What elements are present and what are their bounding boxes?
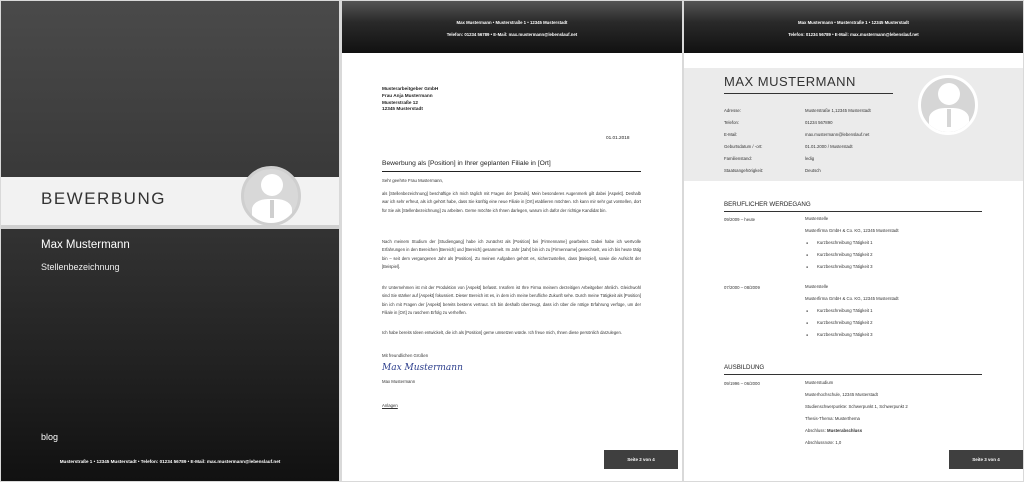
work-bullet: ● Kurzbeschreibung Tätigkeit 2	[805, 321, 985, 333]
work-bullet: ● Kurzbeschreibung Tätigkeit 3	[805, 265, 985, 277]
education-line: Studienschwerpunkte: Schwerpunkt 1, Schwerpunkt 2	[805, 404, 908, 409]
header-contact: Telefon: 01234 56789 • E-Mail: max.mustermann@lebenslauf.net	[788, 32, 919, 37]
education-dates: 09/1996 – 06/2000	[724, 381, 760, 386]
cover-page	[1, 1, 339, 481]
work-role: Musterstelle	[805, 216, 829, 221]
work-company: Musterfirma GmbH & Co. KG, 12345 Musterstadt	[805, 296, 899, 301]
education-line: Musterhochschule, 12345 Musterstadt	[805, 392, 878, 397]
education-grade: Abschlussnote: 1,0	[805, 440, 842, 445]
page-number-label: Seite 3 von 4	[949, 450, 1023, 469]
recipient-line: Frau Anja Mustermann	[382, 92, 433, 98]
letter-paragraph: Nach meinem Studium der [Studiengang] habe ich zunächst als [Position] bei [Firmenname] gearbeitet. Dabei habe ich wertvolle Erfahrungen in den Bereichen [Bereich] und [Bereich] gesammelt. Im Jahr [Jahr] bin ich zu [Firmenname] gewechselt, wo ich bis heute tätig bin – seit dem vergangenen Jahr als [Position]. Zu meinen Aufgaben gehört es, sicherzustellen, dass [Beispiel], sowie die Aufsicht der [Beispiel].	[382, 239, 641, 269]
cv-avatar-icon	[918, 75, 978, 135]
education-line: Thesis-Thema: Musterthema	[805, 416, 860, 421]
letter-closing: Mit freundlichen Grüßen	[382, 353, 429, 358]
work-bullet: ● Kurzbeschreibung Tätigkeit 1	[805, 309, 985, 321]
header-address: Max Mustermann • Musterstraße 1 • 12345 Musterstadt	[456, 20, 568, 25]
cv-header	[684, 1, 1023, 53]
personal-value: 01.01.2000 / Musterstadt	[805, 144, 853, 149]
cover-title-band-shadow	[1, 225, 339, 229]
personal-value: ledig	[805, 156, 815, 161]
personal-label: Geburtsdatum / -ort:	[724, 144, 763, 149]
work-dates: 09/2009 – heute	[724, 217, 756, 222]
degree-value: Musterabschluss	[826, 428, 863, 433]
header-address: Max Mustermann • Musterstraße 1 • 12345 Musterstadt	[798, 20, 909, 25]
recipient-block	[382, 86, 438, 113]
signer-name: Max Mustermann	[382, 379, 416, 384]
work-company: Musterfirma GmbH & Co. KG, 12345 Musterstadt	[805, 228, 899, 233]
letter-subject: Bewerbung als [Position] in Ihrer geplanten Filiale in [Ort]	[382, 160, 551, 167]
recipient-line: Musterarbeitgeber GmbH	[382, 86, 439, 91]
personal-label: E-Mail:	[724, 132, 738, 137]
attachments-link[interactable]: Anlagen	[382, 403, 398, 408]
work-bullet: ● Kurzbeschreibung Tätigkeit 3	[805, 333, 985, 345]
letter-header	[342, 1, 682, 53]
work-bullet: ● Kurzbeschreibung Tätigkeit 1	[805, 241, 985, 253]
letter-paragraph: Ihr Unternehmen ist mit der Produktion von [Aspekt] befasst. Insofern ist Ihre Firma meinem derzeitigen Arbeitgeber ähnlich. Gleichwohl sind Sie stärker auf [Aspekt] fokussiert. Dieser Bereich ist es, in dem ich meine berufliche Zukunft sehe. Durch meine Tätigkeit als [Position] bin ich mit Fragen der [Aspekt] bereits bestens vertraut. Ich bin deshalb überzeugt, dass ich über die nötige Erfahrung verfüge, um der Filiale in [Ort] zu raschem Erfolg zu verhelfen.	[382, 285, 641, 315]
letter-paragraph: als [Stellenbezeichnung] beschäftige ich mich täglich mit Fragen der [Details]. Mein besonderes Augenmerk gilt dabei [Aspekt]. Deshalb war ich sehr erfreut, als ich gehört habe, dass Sie künftig eine neue Filiale in [Ort] etablieren möchten. Ich kann mir sehr gut vorstellen, dort für Sie als [Stellenbezeichnung] zu arbeiten. Gerne möchte ich Ihnen darlegen, warum ich dafür der richtige Kandidat bin.	[382, 191, 641, 213]
personal-label: Telefon:	[724, 120, 740, 125]
personal-value: Musterstraße 1,12345 Musterstadt	[805, 108, 871, 113]
personal-value: 01234 567890	[805, 120, 833, 125]
personal-label: Familienstand:	[724, 156, 752, 161]
section-title-work: BERUFLICHER WERDEGANG	[724, 201, 811, 208]
cover-name: Max Mustermann	[41, 239, 130, 251]
letter-date: 01.01.2018	[606, 135, 630, 140]
section-divider	[724, 374, 982, 375]
section-divider	[724, 211, 982, 212]
header-contact: Telefon: 01234 56789 • E-Mail: max.mustermann@lebenslauf.net	[446, 32, 578, 37]
work-bullet: ● Kurzbeschreibung Tätigkeit 2	[805, 253, 985, 265]
personal-value: max.mustermann@lebenslauf.net	[805, 132, 870, 137]
personal-label: Adresse:	[724, 108, 741, 113]
cover-blog-label: blog	[41, 432, 59, 442]
degree-label: Abschluss:	[805, 428, 827, 433]
work-role: Musterstelle	[805, 284, 829, 289]
cover-avatar-icon	[241, 166, 301, 226]
section-title-education: AUSBILDUNG	[724, 364, 765, 371]
handwritten-signature: Max Mustermann	[382, 363, 463, 373]
cv-page	[684, 1, 1023, 481]
letter-paragraph: Ich habe bereits Ideen entwickelt, die ich als [Position] gerne umsetzen würde. Ich freue mich, Ihnen diese persönlich darzulegen.	[382, 330, 622, 335]
cover-job-title: Stellenbezeichnung	[41, 262, 120, 272]
subject-divider	[382, 171, 641, 172]
cv-name-divider	[724, 93, 893, 94]
work-dates: 07/2000 – 08/2009	[724, 285, 760, 290]
cv-name: MAX MUSTERMANN	[724, 74, 856, 89]
letter-greeting: Sehr geehrte Frau Mustermann,	[382, 178, 444, 183]
personal-label: Staatsangehörigkeit:	[724, 168, 764, 173]
recipient-line: Musterstraße 12	[382, 99, 418, 105]
recipient-line: 12345 Musterstadt	[382, 106, 423, 112]
cover-footer-contact: Musterstraße 1 • 12345 Musterstadt • Telefon: 01234 56789 • E-Mail: max.mustermann@lebenslauf.net	[59, 459, 281, 464]
cover-title: BEWERBUNG	[41, 189, 166, 208]
page-number-label: Seite 2 von 4	[604, 450, 678, 469]
cover-letter-page	[342, 1, 682, 481]
education-line: Musterstudium	[805, 380, 834, 385]
personal-value: Deutsch	[805, 168, 821, 173]
